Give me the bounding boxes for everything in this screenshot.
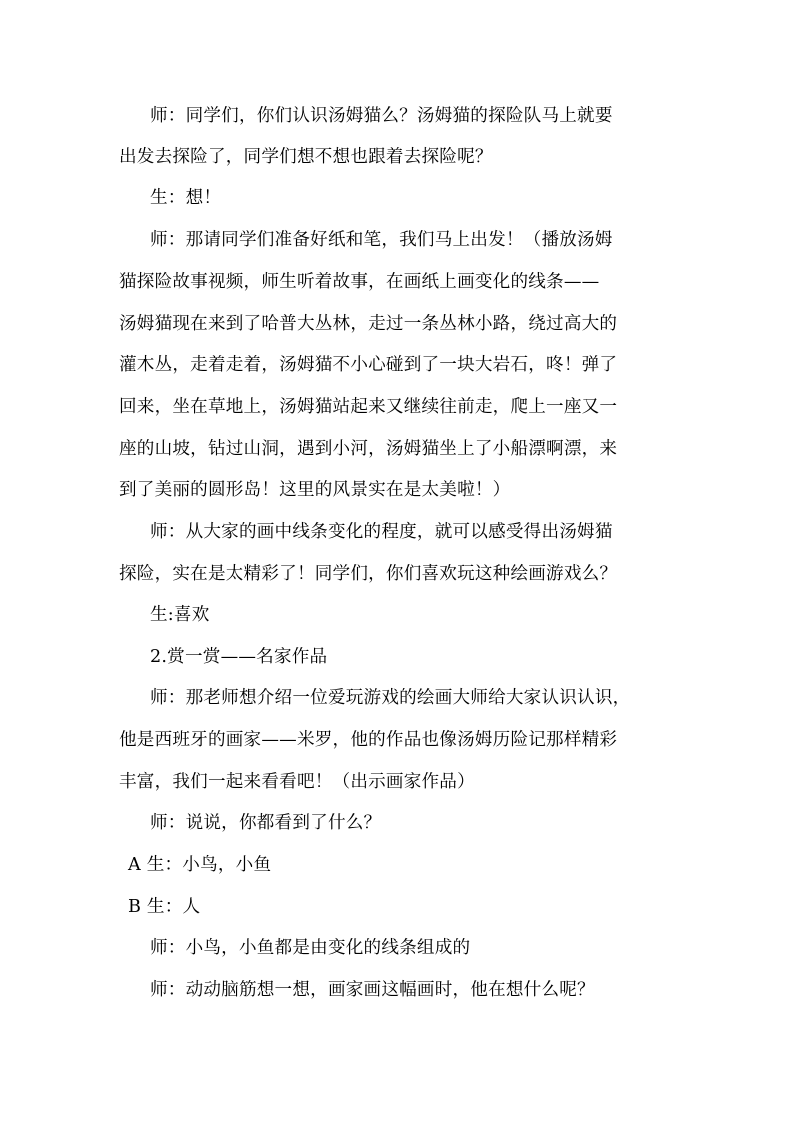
text-line: A 生：小鸟，小鱼 [128,855,272,875]
text-line: 师：那请同学们准备好纸和笔，我们马上出发！（播放汤姆 [150,230,613,250]
text-line: 师：同学们，你们认识汤姆猫么？汤姆猫的探险队马上就要 [150,106,613,126]
text-line: 猫探险故事视频，师生听着故事，在画纸上画变化的线条—— [119,272,600,292]
text-line: 灌木丛，走着走着，汤姆猫不小心碰到了一块大岩石，咚！弹了 [119,355,618,375]
text-line: 他是西班牙的画家——米罗，他的作品也像汤姆历险记那样精彩 [119,730,618,750]
text-line: 生:喜欢 [150,605,210,625]
section-heading: 2.赏一赏——名家作品 [150,647,328,667]
text-line: 探险，实在是太精彩了！同学们，你们喜欢玩这种绘画游戏么？ [119,564,618,584]
text-line: 出发去探险了，同学们想不想也跟着去探险呢？ [119,147,493,167]
text-line: 师：从大家的画中线条变化的程度，就可以感受得出汤姆猫 [150,522,613,542]
text-line: 座的山坡，钻过山洞，遇到小河，汤姆猫坐上了小船漂啊漂，来 [119,439,618,459]
text-line: 汤姆猫现在来到了哈普大丛林，走过一条丛林小路，绕过高大的 [119,314,618,334]
text-line: 丰富，我们一起来看看吧！（出示画家作品） [119,772,475,792]
text-line: 师：动动脑筋想一想，画家画这幅画时，他在想什么呢？ [150,980,595,1000]
text-line: 回来，坐在草地上，汤姆猫站起来又继续往前走，爬上一座又一 [119,397,618,417]
text-line: B 生：人 [128,897,201,917]
text-line: 生：想！ [150,188,222,208]
text-line: 师：小鸟，小鱼都是由变化的线条组成的 [150,938,471,958]
text-line: 师：那老师想介绍一位爱玩游戏的绘画大师给大家认识认识， [150,688,631,708]
text-line: 到了美丽的圆形岛！这里的风景实在是太美啦！） [119,480,511,500]
text-line: 师：说说，你都看到了什么？ [150,813,382,833]
